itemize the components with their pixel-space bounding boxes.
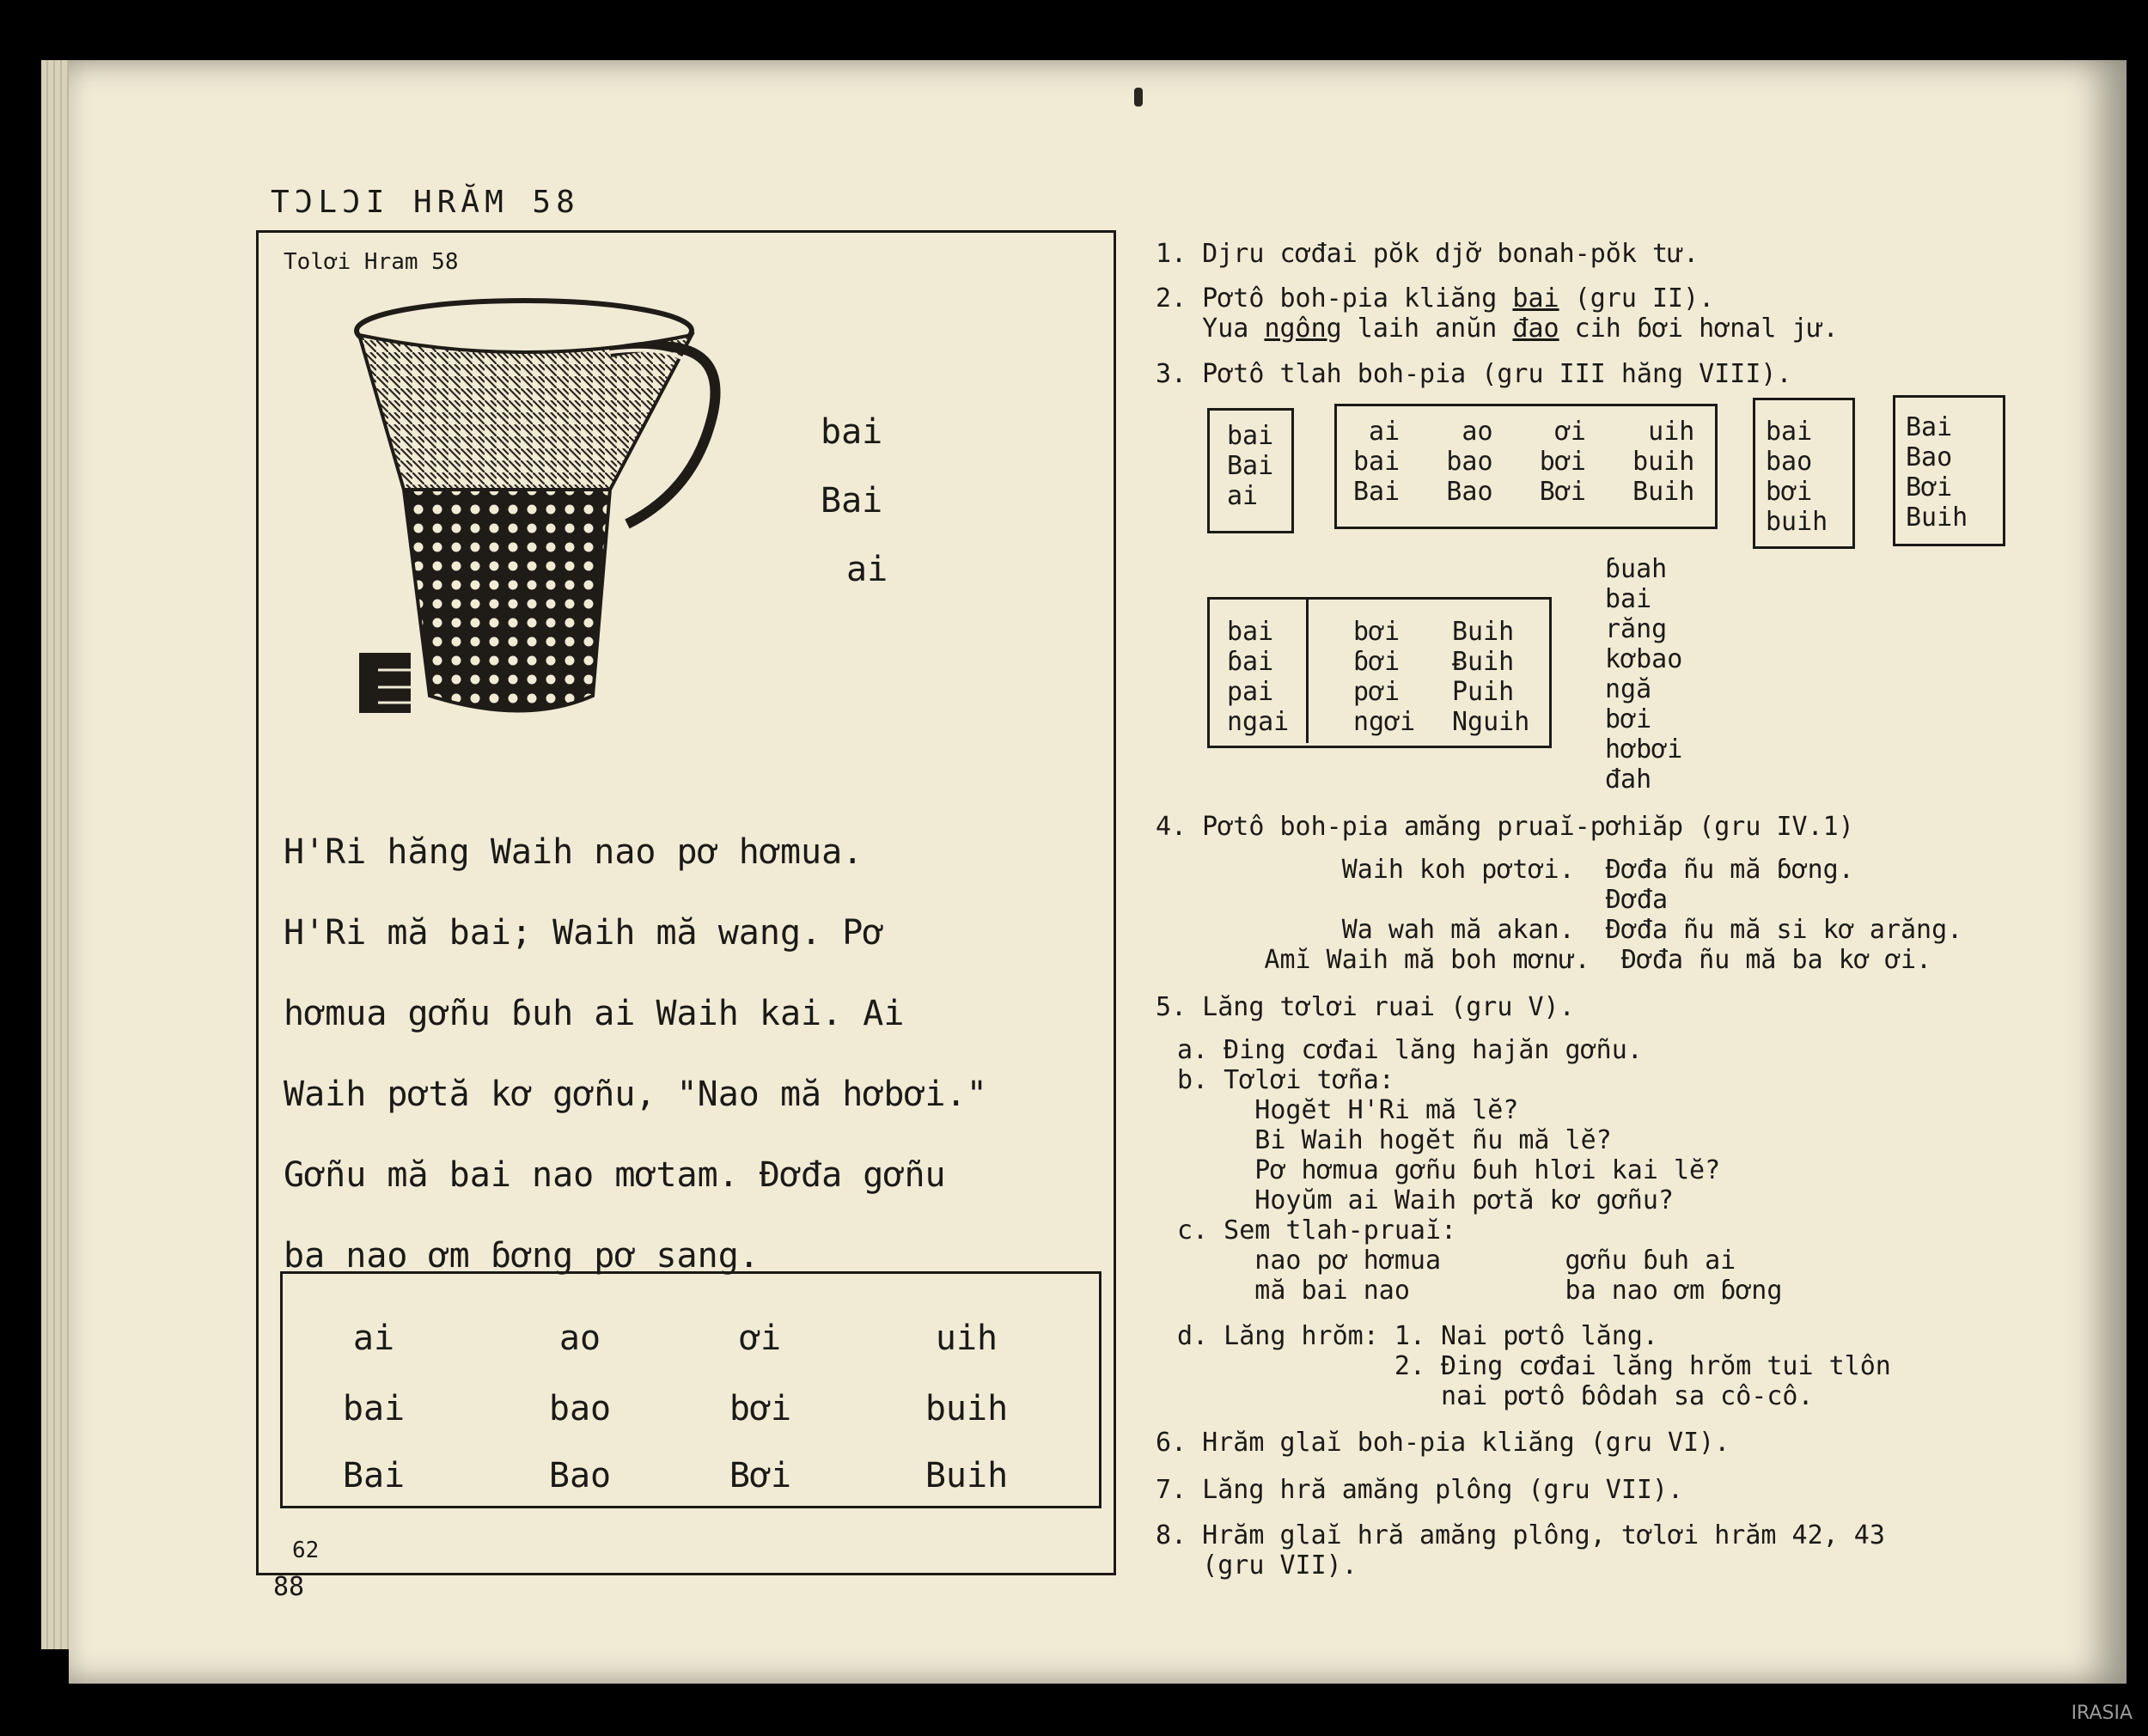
table-cell: Buih bbox=[924, 1456, 1009, 1495]
instruction-1: 1. Djru cơđai pŏk djơ̆ bonah-pŏk tư. bbox=[1156, 239, 1699, 269]
table-cell: buih bbox=[924, 1389, 1009, 1428]
picture-word-1: bai bbox=[821, 412, 883, 452]
picture-word-2: Bai bbox=[821, 481, 883, 521]
story-line: H'Ri mă bai; Waih mă wang. Pơ bbox=[284, 913, 884, 953]
instruction-7: 7. Lăng hră amăng plông (gru VII). bbox=[1156, 1475, 1684, 1505]
story-line: H'Ri hăng Waih nao pơ hơmua. bbox=[284, 832, 863, 872]
table-cell: bao bbox=[548, 1389, 612, 1428]
picture-title: Tolơi Hram 58 bbox=[284, 249, 459, 275]
syllable-box-6-text: bơi ɓơi pơi ngơi bbox=[1353, 617, 1416, 737]
table-cell: ai bbox=[352, 1319, 395, 1358]
question-line: Hoyŭm ai Waih pơtă kơ gơñu? bbox=[1177, 1185, 1674, 1215]
story-line: ba nao ơm ɓơng pơ sang. bbox=[284, 1236, 760, 1276]
story-line: hơmua gơñu ɓuh ai Waih kai. Ai bbox=[284, 994, 905, 1033]
instruction-8-cont: (gru VII). bbox=[1156, 1550, 1358, 1581]
table-cell: Bơi bbox=[729, 1456, 792, 1495]
instruction-5b: b. Tơlơi tơña: bbox=[1177, 1065, 1394, 1095]
syllable-box-1-text: bai Bai ai bbox=[1227, 421, 1274, 511]
instruction-5c: c. Sem tlah-pruaĭ: bbox=[1177, 1215, 1457, 1246]
bleed-through: ⠀ bbox=[326, 760, 355, 804]
inner-page-number: 62 bbox=[292, 1538, 320, 1563]
instruction-5d-2: 2. Đing cơđai lăng hrŏm tui tlôn bbox=[1177, 1351, 1891, 1381]
table-cell: Bao bbox=[548, 1456, 612, 1495]
instruction-2: 2. Pơtô boh-pia kliăng bai (gru II). bbox=[1156, 283, 1715, 314]
table-cell: uih bbox=[935, 1319, 998, 1358]
basket-illustration bbox=[352, 292, 748, 739]
example-line: Amĭ Waih mă boh mơnư. Đơđa ñu mă ba kơ ơi. bbox=[1156, 945, 1932, 975]
table-cell: Bai bbox=[342, 1456, 406, 1495]
question-line: Hogĕt H'Ri mă lĕ? bbox=[1177, 1095, 1519, 1125]
page-title: TƆLƆI HRĂM 58 bbox=[271, 185, 580, 220]
example-line: Đơđa bbox=[1156, 885, 1669, 915]
syllable-box-7-text: Buih Ƀuih Puih Nguih bbox=[1452, 617, 1530, 737]
phrase-line: mă bai nao ba nao ơm ɓơng bbox=[1177, 1276, 1783, 1306]
syllable-box-2-text: ai ao ơi uih bai bao bơi buih Bai Bao Bơi Buih bbox=[1353, 417, 1695, 507]
table-cell: bai bbox=[342, 1389, 406, 1428]
instruction-5: 5. Lăng tơlơi ruai (gru V). bbox=[1156, 992, 1575, 1022]
story-line: Waih pơtă kơ gơñu, "Nao mă hơbơi." bbox=[284, 1075, 987, 1114]
story-text bbox=[284, 812, 987, 1296]
table-cell: bơi bbox=[729, 1389, 792, 1428]
instruction-8: 8. Hrăm glaĭ hră amăng plông, tơlơi hrăm 42, 43 bbox=[1156, 1520, 1885, 1550]
outer-page-number: 88 bbox=[273, 1572, 305, 1602]
syllable-box-5-text: bai ɓai pai ngai bbox=[1227, 617, 1290, 737]
instruction-5d: d. Lăng hrŏm: 1. Nai pơtô lăng. bbox=[1177, 1321, 1658, 1351]
picture-word-3: ai bbox=[846, 550, 888, 589]
example-line: Waih koh pơtơi. Đơđa ñu mă ɓơng. bbox=[1156, 855, 1854, 885]
story-line: Gơñu mă bai nao mơtam. Đơđa gơñu bbox=[284, 1155, 946, 1195]
syllable-box-3-text: bai bao bơi buih bbox=[1766, 417, 1828, 537]
instruction-5a: a. Đing cơđai lăng hajăn gơñu. bbox=[1177, 1035, 1643, 1065]
instruction-6: 6. Hrăm glaĭ boh-pia kliăng (gru VI). bbox=[1156, 1428, 1730, 1458]
instruction-4: 4. Pơtô boh-pia amăng pruaĭ-pơhiăp (gru IV.1) bbox=[1156, 812, 1854, 842]
instruction-5d-3: nai pơtô ɓôdah sa cô-cô. bbox=[1177, 1381, 1814, 1411]
phrase-line: nao pơ hơmua gơñu ɓuh ai bbox=[1177, 1246, 1736, 1276]
binding-mark bbox=[1134, 88, 1143, 107]
question-line: Pơ hơmua gơñu ɓuh hlơi kai lĕ? bbox=[1177, 1155, 1721, 1185]
question-line: Bi Waih hogĕt ñu mă lĕ? bbox=[1177, 1125, 1612, 1155]
word-list: ɓuah bai răng kơbao ngă bơi hơbơi đah bbox=[1605, 554, 1683, 795]
watermark: IRASIA bbox=[2071, 1702, 2133, 1724]
box-divider bbox=[1306, 597, 1309, 743]
instruction-2-detail: Yua ngông laih anŭn đao cih ɓơi hơnal jư. bbox=[1156, 314, 1839, 344]
syllable-box-4-text: Bai Bao Bơi Buih bbox=[1906, 412, 1968, 533]
table-cell: ơi bbox=[739, 1319, 782, 1358]
instruction-3: 3. Pơtô tlah boh-pia (gru III hăng VIII). bbox=[1156, 359, 1792, 389]
example-line: Wa wah mă akan. Đơđa ñu mă si kơ arăng. bbox=[1156, 915, 1963, 945]
table-cell: ao bbox=[558, 1319, 601, 1358]
